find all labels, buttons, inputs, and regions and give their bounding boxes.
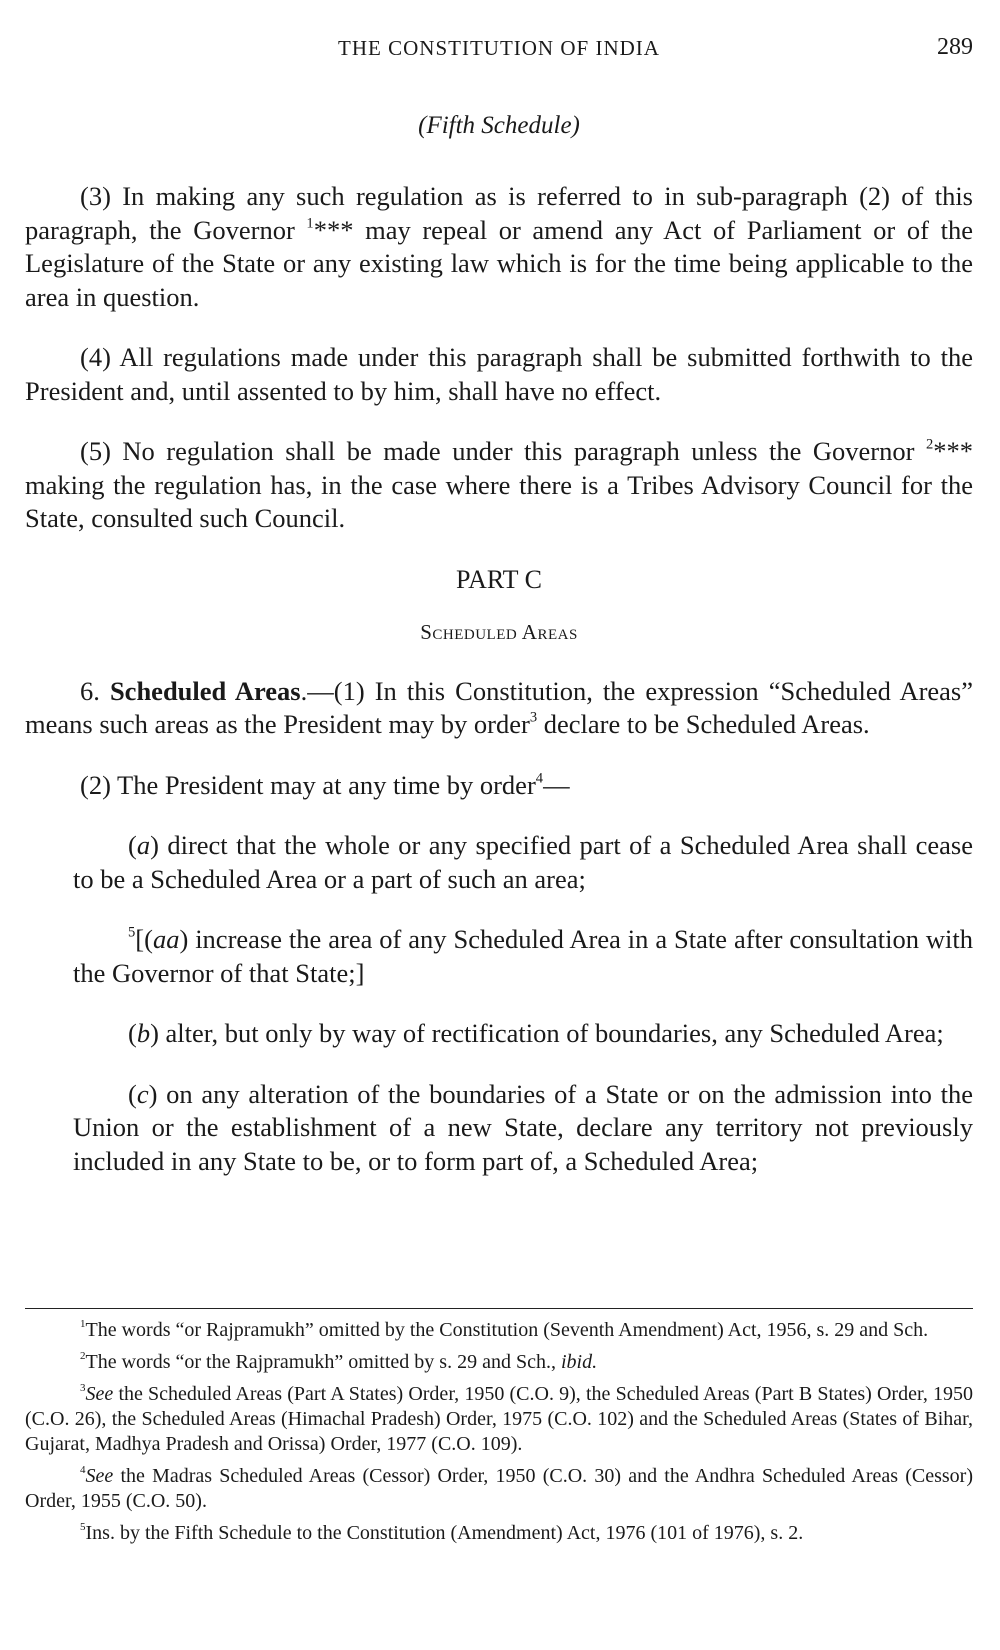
section-6-text-cont: declare to be Scheduled Areas. bbox=[537, 709, 870, 739]
footnote-2-mark: 2 bbox=[80, 1350, 86, 1363]
section-6-text: .—(1) In this Constitution, the expression “Scheduled Areas” means such areas as the President may by order bbox=[25, 675, 974, 739]
part-heading: PART C bbox=[456, 564, 542, 594]
clause-c-text: ) on any alteration of the boundaries of a State or on the admission into the Union or the establishment of a new State, declare any territory not previously included in any State to be, or to form part of, a Scheduled Area; bbox=[73, 1078, 973, 1176]
part-subheading: Scheduled Areas bbox=[420, 620, 578, 644]
page-number: 289 bbox=[937, 34, 973, 60]
clause-aa bbox=[73, 923, 973, 990]
schedule-subtitle: (Fifth Schedule) bbox=[418, 112, 580, 139]
footnote-3-text: the Scheduled Areas (Part A States) Order, 1950 (C.O. 9), the Scheduled Areas (Part B States) Order, 1950 (C.O. 26), the Scheduled Areas (Himachal Pradesh) Order, 1975 (C.O. 102) and the Scheduled Areas (States of Bihar, Gujarat, Madhya Pradesh and Orissa) Order, 1977 (C.O. 109). bbox=[25, 1383, 973, 1455]
footnote-3-mark: 3 bbox=[80, 1382, 86, 1395]
footnote-5-text: Ins. by the Fifth Schedule to the Constitution (Amendment) Act, 1976 (101 of 1976), s. 2. bbox=[85, 1522, 804, 1544]
footnote-ref-1: 1 bbox=[306, 214, 314, 231]
footnote-5 bbox=[25, 1521, 973, 1546]
section-number: 6. bbox=[80, 675, 110, 706]
footnote-4 bbox=[25, 1464, 973, 1514]
section-6-paragraph-1 bbox=[25, 675, 973, 742]
footnote-4-text: the Madras Scheduled Areas (Cessor) Order, 1950 (C.O. 30) and the Andhra Scheduled Areas (Cessor) Order, 1955 (C.O. 50). bbox=[25, 1465, 973, 1512]
footnote-3-see: See bbox=[85, 1383, 114, 1405]
clause-a-text: ) direct that the whole or any specified part of a Scheduled Area shall cease to be a Scheduled Area or a part of such an area; bbox=[73, 830, 973, 894]
clause-aa-open: [( bbox=[135, 924, 153, 954]
clause-a: (a) direct that the whole or any specified part of a Scheduled Area shall cease to be a Scheduled Area or a part of such an area; bbox=[73, 830, 973, 894]
clause-b: (b) alter, but only by way of rectification of boundaries, any Scheduled Area; bbox=[128, 1018, 944, 1048]
footnote-2 bbox=[25, 1350, 973, 1375]
footnote-ref-5: 5 bbox=[128, 924, 136, 941]
footnote-divider bbox=[25, 1308, 973, 1309]
paragraph-3-text: (3) In making any such regulation as is referred to in sub-paragraph (2) of this paragraph, the Governor bbox=[25, 181, 973, 245]
footnote-ref-2: 2 bbox=[925, 436, 934, 453]
footnote-4-see: See bbox=[85, 1465, 114, 1487]
running-header bbox=[25, 36, 973, 66]
clause-c-label: c bbox=[136, 1078, 149, 1109]
footnote-1-text: The words “or Rajpramukh” omitted by the Constitution (Seventh Amendment) Act, 1956, s. 29 and Sch. bbox=[85, 1319, 929, 1341]
footnote-ref-4: 4 bbox=[535, 769, 544, 786]
footnotes bbox=[25, 1318, 973, 1553]
clause-b-text: ) alter, but only by way of rectification of boundaries, any Scheduled Area; bbox=[150, 1018, 944, 1048]
paragraph-3 bbox=[25, 180, 973, 314]
clause-a-label: a bbox=[136, 830, 151, 860]
footnote-2-text: The words “or the Rajpramukh” omitted by s. 29 and Sch., bbox=[85, 1351, 561, 1373]
footnote-4-mark: 4 bbox=[80, 1464, 86, 1477]
clause-aa-label: aa bbox=[152, 924, 180, 954]
paragraph-5 bbox=[25, 435, 973, 536]
section-6-p2-text: (2) The President may at any time by order bbox=[80, 769, 536, 800]
paragraph-4: (4) All regulations made under this paragraph shall be submitted forthwith to the President and, until assented to by him, shall have no effect. bbox=[25, 342, 973, 406]
clause-c: (c) on any alteration of the boundaries of a State or on the admission into the Union or the establishment of a new State, declare any territory not previously included in any State to be, or to form part of, a Scheduled Area; bbox=[73, 1078, 973, 1176]
paragraph-3-text-cont: *** may repeal or amend any Act of Parliament or of the Legislature of the State or any existing law which is for the time being applicable to the area in question. bbox=[25, 214, 973, 312]
paragraph-5-text-cont: *** making the regulation has, in the case where there is a Tribes Advisory Council for the State, consulted such Council. bbox=[25, 436, 973, 533]
footnote-5-mark: 5 bbox=[80, 1521, 86, 1534]
clause-aa-text: ) increase the area of any Scheduled Area in a State after consultation with the Governor of that State;] bbox=[73, 924, 973, 988]
running-title: THE CONSTITUTION OF INDIA bbox=[338, 36, 660, 60]
footnote-ref-3: 3 bbox=[529, 709, 538, 726]
footnote-2-ibid: ibid. bbox=[560, 1351, 598, 1373]
footnote-1-mark: 1 bbox=[80, 1318, 86, 1331]
footnote-1 bbox=[25, 1318, 973, 1343]
clause-b-label: b bbox=[136, 1018, 151, 1048]
body-text bbox=[25, 180, 973, 1205]
paragraph-5-text: (5) No regulation shall be made under this paragraph unless the Governor bbox=[80, 436, 926, 466]
section-title: Scheduled Areas bbox=[109, 675, 301, 706]
section-6-paragraph-2 bbox=[25, 769, 973, 803]
section-6-p2-dash: — bbox=[543, 769, 570, 800]
footnote-3 bbox=[25, 1382, 973, 1457]
